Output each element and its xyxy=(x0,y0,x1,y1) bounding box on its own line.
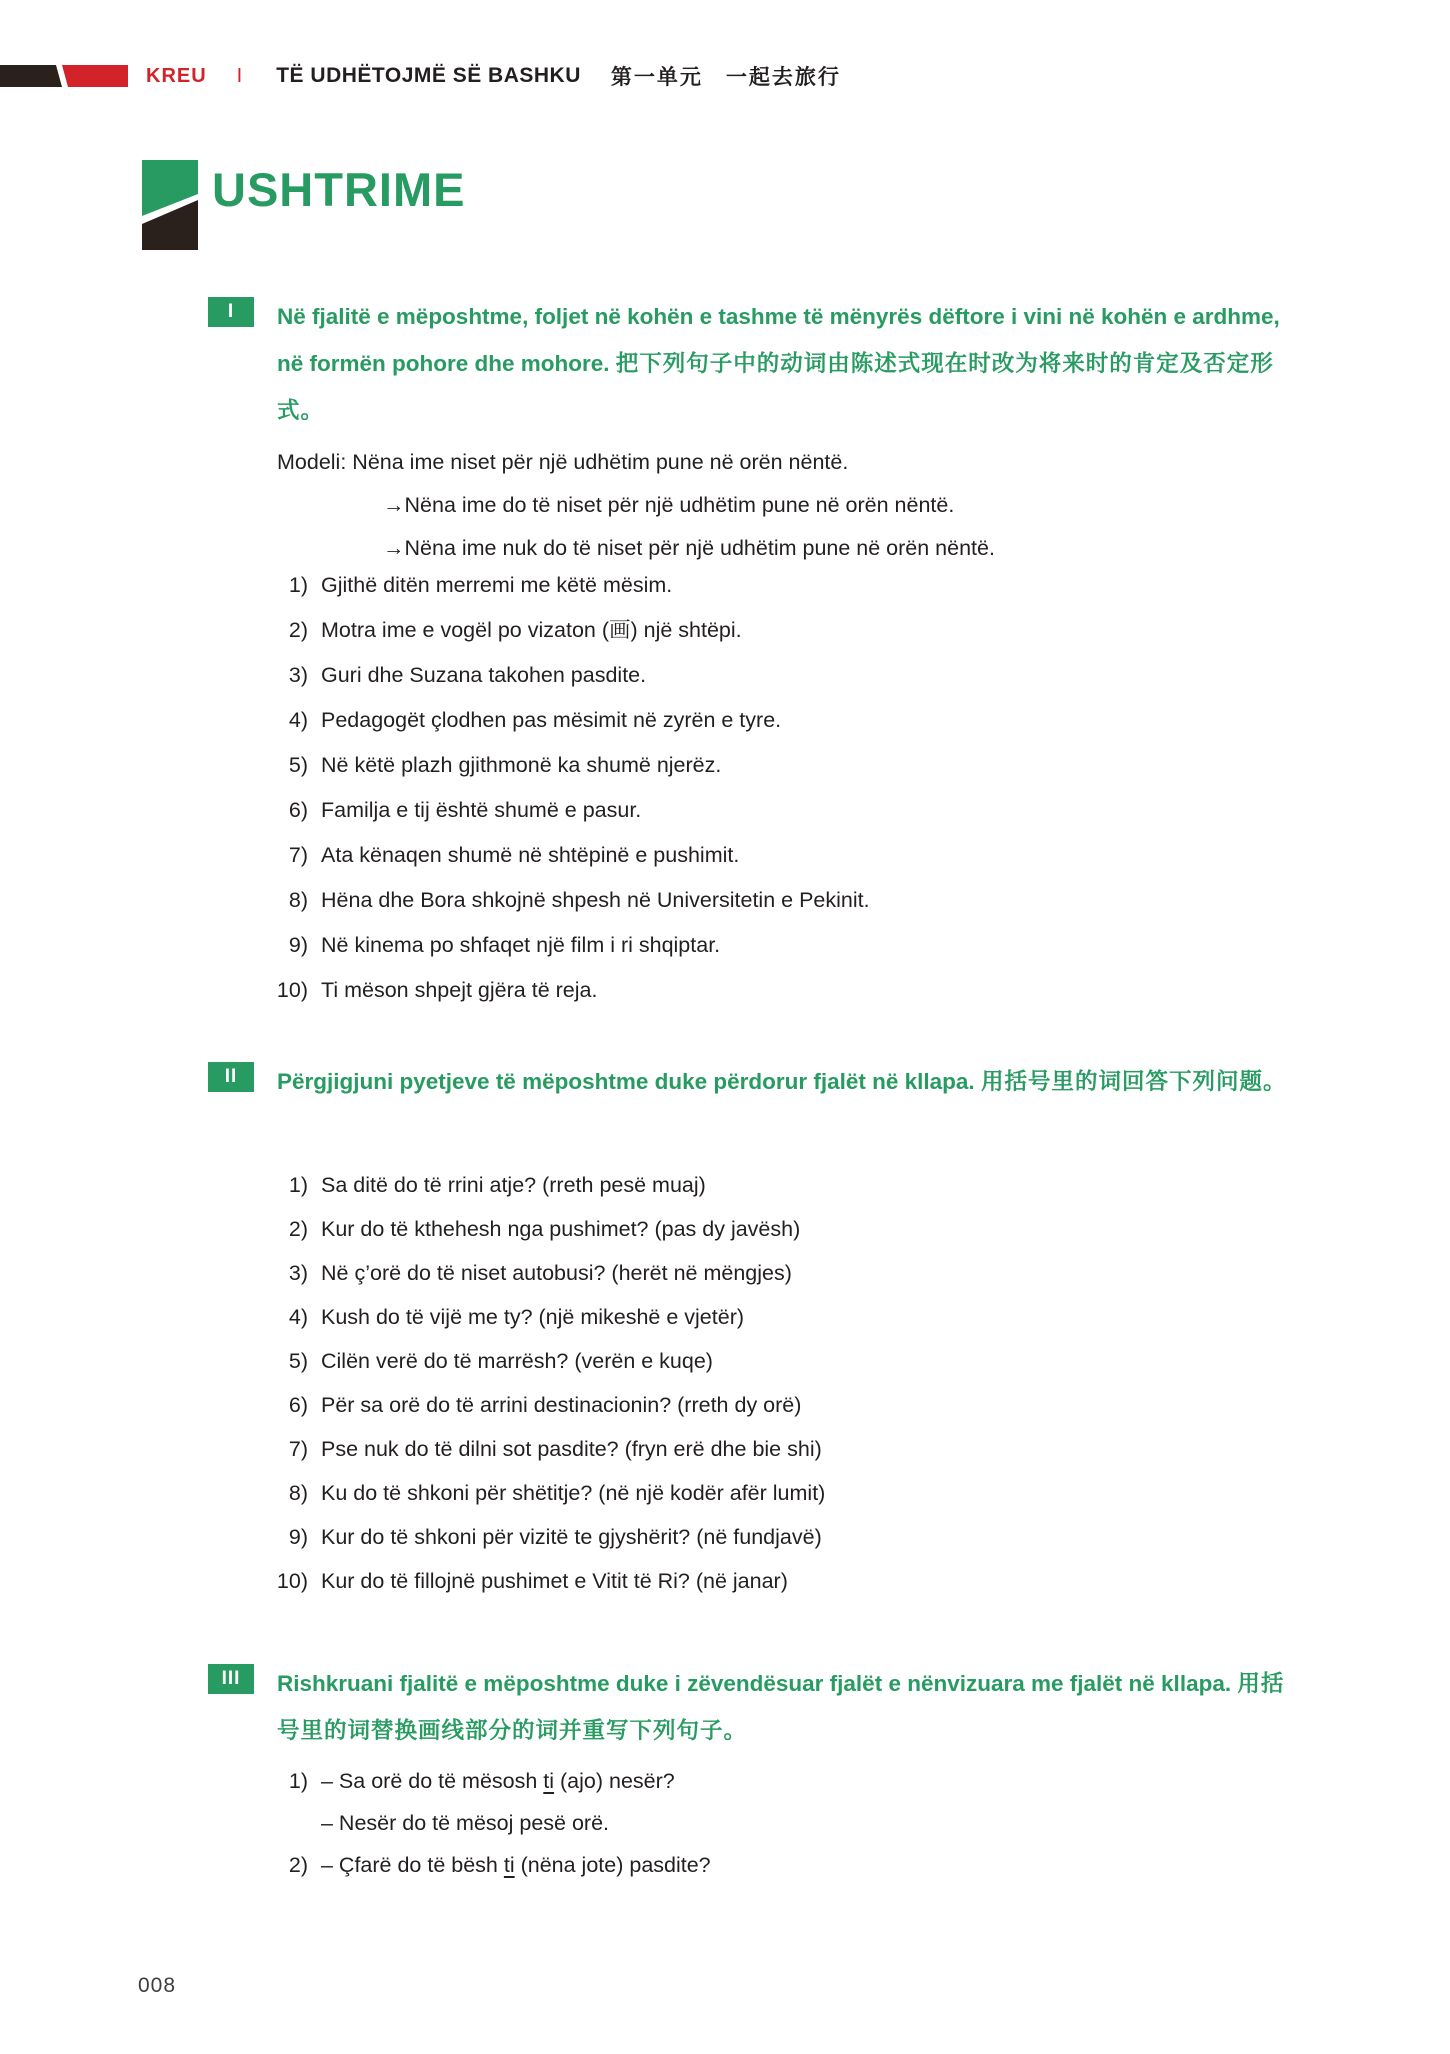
section-1-instruction xyxy=(277,293,1297,434)
list-item xyxy=(208,1295,825,1339)
item-text: Në kinema po shfaqet një film i ri shqiptar. xyxy=(321,933,721,957)
page-number: 008 xyxy=(138,1974,177,1997)
model-sentence-line xyxy=(277,441,995,484)
underlined-word: ti xyxy=(503,1853,515,1877)
section-2-instruction-albanian: Përgjigjuni pyetjeve të mëposhtme duke përdorur fjalët në kllapa. xyxy=(277,1069,981,1094)
section-1-list xyxy=(208,563,870,1013)
item-number: 4) xyxy=(288,1305,308,1329)
section-1-heading xyxy=(208,293,1318,434)
item-text: Sa ditë do të rrini atje? (rreth pesë muaj) xyxy=(321,1173,706,1197)
unit-title-chinese: 第一单元 一起去旅行 xyxy=(610,66,841,89)
item-number: 6) xyxy=(288,1393,308,1417)
item-text: Guri dhe Suzana takohen pasdite. xyxy=(321,663,647,687)
item-text: Kur do të kthehesh nga pushimet? (pas dy javësh) xyxy=(321,1217,801,1241)
section-2-numeral-badge: II xyxy=(208,1062,254,1092)
item-text: Ku do të shkoni për shëtitje? (në një kodër afër lumit) xyxy=(321,1481,826,1505)
item-text: Cilën verë do të marrësh? (verën e kuqe) xyxy=(321,1349,713,1373)
list-item xyxy=(208,923,870,968)
item-number: 7) xyxy=(288,1437,308,1461)
section-3-instruction xyxy=(277,1660,1297,1754)
item-text: Pedagogët çlodhen pas mësimit në zyrën e tyre. xyxy=(321,708,782,732)
section-3-instruction-albanian: Rishkruani fjalitë e mëposhtme duke i zëvendësuar fjalët e nënvizuara me fjalët në kllapa. xyxy=(277,1671,1238,1696)
item-number: 2) xyxy=(288,1853,308,1877)
model-label: Modeli: xyxy=(277,450,353,474)
list-item xyxy=(208,608,870,653)
item-number: 1) xyxy=(288,1173,308,1197)
section-2-instruction xyxy=(277,1058,1297,1105)
item-text: Kur do të fillojnë pushimet e Vitit të Ri? (në janar) xyxy=(321,1569,788,1593)
item-number: 5) xyxy=(288,753,308,777)
item-number: 3) xyxy=(288,1261,308,1285)
item-text: Në këtë plazh gjithmonë ka shumë njerëz. xyxy=(321,753,722,777)
list-item xyxy=(208,1471,825,1515)
section-1-instruction-albanian: Në fjalitë e mëposhtme, foljet në kohën e tashme të mënyrës dëftore i vini në kohën e ardhme, në formën pohore dhe mohore. xyxy=(277,304,1280,376)
section-3-numeral-badge: III xyxy=(208,1664,254,1694)
item-text: – Sa orë do të mësosh ti (ajo) nesër? xyxy=(321,1769,675,1793)
item-number: 1) xyxy=(288,573,308,597)
item-text: Gjithë ditën merremi me këtë mësim. xyxy=(321,573,673,597)
item-number: 5) xyxy=(288,1349,308,1373)
section-3-heading xyxy=(208,1660,1318,1754)
list-item xyxy=(208,1559,825,1603)
item-number: 6) xyxy=(288,798,308,822)
list-item xyxy=(208,1207,825,1251)
item-number: 10) xyxy=(276,978,308,1002)
item-number: 2) xyxy=(288,1217,308,1241)
item-number: 2) xyxy=(288,618,308,642)
chapter-label: KREU xyxy=(146,64,207,87)
chapter-numeral: I xyxy=(236,64,243,87)
item-text: – Nesër do të mësoj pesë orë. xyxy=(321,1811,610,1835)
section-3-instruction-chinese: 用括号里的词替换画线部分的词并重写下列句子。 xyxy=(277,1671,1285,1743)
model-example xyxy=(277,441,995,570)
model-negative-line: →Nëna ime nuk do të niset për një udhëtim pune në orën nëntë. xyxy=(383,536,995,560)
section-2-instruction-chinese: 用括号里的词回答下列问题。 xyxy=(980,1069,1287,1094)
section-2-heading xyxy=(208,1058,1318,1105)
list-item xyxy=(208,788,870,833)
section-3-list xyxy=(208,1760,711,1886)
list-item xyxy=(208,1760,711,1802)
item-text: Për sa orë do të arrini destinacionin? (rreth dy orë) xyxy=(321,1393,802,1417)
list-item xyxy=(208,878,870,923)
page-title: USHTRIME xyxy=(212,163,466,216)
list-item xyxy=(208,1251,825,1295)
underlined-word: ti xyxy=(543,1769,555,1793)
model-sentence: Nëna ime niset për një udhëtim pune në orën nëntë. xyxy=(352,450,849,474)
list-item xyxy=(208,968,870,1013)
item-text: – Çfarë do të bësh ti (nëna jote) pasdite? xyxy=(321,1853,711,1877)
list-item xyxy=(208,1802,711,1844)
item-number: 9) xyxy=(288,933,308,957)
item-number xyxy=(208,1802,308,1844)
item-number: 8) xyxy=(288,1481,308,1505)
list-item xyxy=(208,698,870,743)
list-item xyxy=(208,1383,825,1427)
section-2-list xyxy=(208,1163,825,1603)
item-text: Pse nuk do të dilni sot pasdite? (fryn erë dhe bie shi) xyxy=(321,1437,822,1461)
list-item xyxy=(208,743,870,788)
item-text: Motra ime e vogël po vizaton (画) një shtëpi. xyxy=(321,618,742,642)
list-item xyxy=(208,1163,825,1207)
page-title-block xyxy=(142,160,465,250)
item-number: 9) xyxy=(288,1525,308,1549)
ushtrime-logo-icon xyxy=(142,160,198,250)
list-item xyxy=(208,1339,825,1383)
list-item xyxy=(208,563,870,608)
item-text: Familja e tij është shumë e pasur. xyxy=(321,798,642,822)
item-number: 4) xyxy=(288,708,308,732)
item-number: 3) xyxy=(288,663,308,687)
item-text: Ata kënaqen shumë në shtëpinë e pushimit. xyxy=(321,843,740,867)
item-number: 8) xyxy=(288,888,308,912)
chapter-ribbon-icon xyxy=(0,65,130,87)
list-item xyxy=(208,1427,825,1471)
list-item xyxy=(208,1515,825,1559)
item-text: Hëna dhe Bora shkojnë shpesh në Universitetin e Pekinit. xyxy=(321,888,870,912)
item-text: Kur do të shkoni për vizitë te gjyshërit? (në fundjavë) xyxy=(321,1525,822,1549)
list-item xyxy=(208,1844,711,1886)
section-1-instruction-chinese: 把下列句子中的动词由陈述式现在时改为将来时的肯定及否定形式。 xyxy=(277,351,1274,423)
list-item xyxy=(208,653,870,698)
list-item xyxy=(208,833,870,878)
model-positive-line: →Nëna ime do të niset për një udhëtim pune në orën nëntë. xyxy=(383,493,955,517)
item-text: Kush do të vijë me ty? (një mikeshë e vjetër) xyxy=(321,1305,745,1329)
item-number: 1) xyxy=(288,1769,308,1793)
item-text: Në ç’orë do të niset autobusi? (herët në mëngjes) xyxy=(321,1261,792,1285)
item-number: 10) xyxy=(276,1569,308,1593)
section-1-numeral-badge: I xyxy=(208,297,254,327)
item-text: Ti mëson shpejt gjëra të reja. xyxy=(321,978,598,1002)
unit-title-albanian: TË UDHËTOJMË SË BASHKU xyxy=(276,64,581,87)
item-number: 7) xyxy=(288,843,308,867)
page-header xyxy=(0,62,841,90)
